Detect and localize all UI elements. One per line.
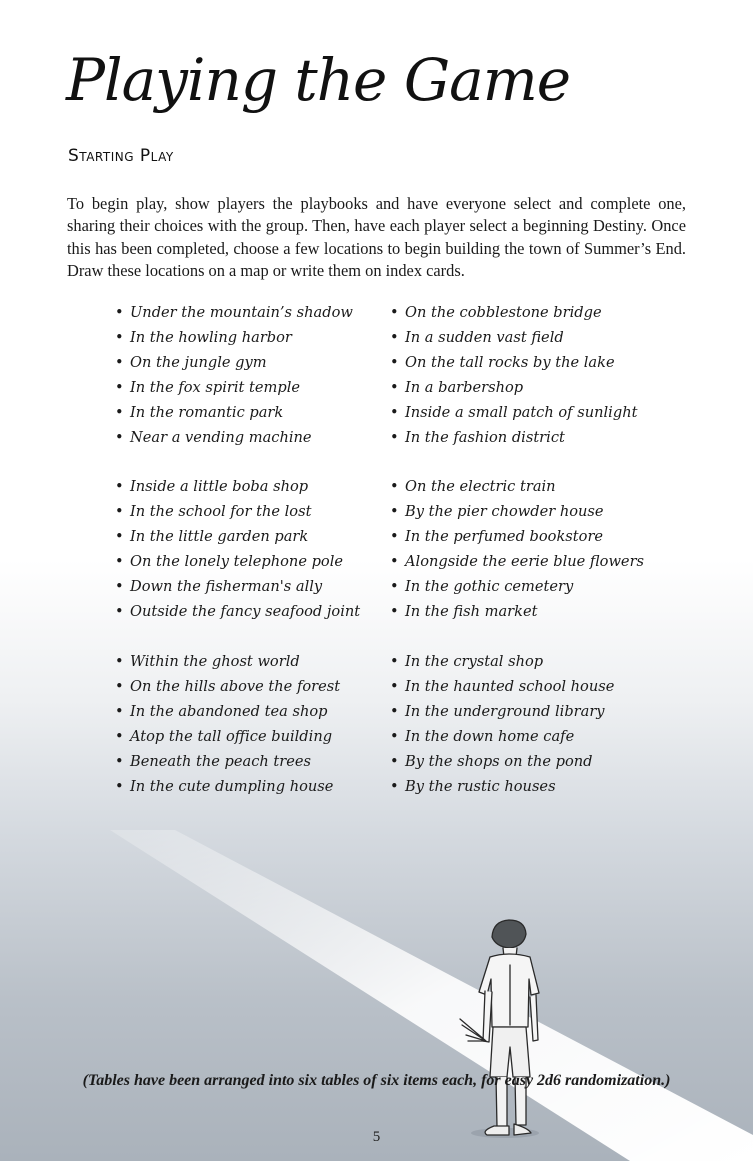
list-item: • Down the fisherman's ally <box>115 575 360 600</box>
hair <box>492 920 526 948</box>
location-table-1 <box>115 301 353 450</box>
location-table-2 <box>390 301 637 450</box>
list-item: • In the fish market <box>390 600 644 625</box>
list-item: • Under the mountain’s shadow <box>115 301 353 326</box>
list-item: • On the jungle gym <box>115 351 353 376</box>
list-item: • In the perfumed bookstore <box>390 525 644 550</box>
list-item: • In a barbershop <box>390 376 637 401</box>
location-table-5 <box>115 650 340 799</box>
list-item: • Beneath the peach trees <box>115 750 340 775</box>
list-item: • In the abandoned tea shop <box>115 700 340 725</box>
list-item: • Alongside the eerie blue flowers <box>390 550 644 575</box>
list-item: • In the cute dumpling house <box>115 775 340 800</box>
list-item: • In the school for the lost <box>115 500 360 525</box>
list-item: • In the down home cafe <box>390 725 614 750</box>
list-item: • In the little garden park <box>115 525 360 550</box>
location-table-4 <box>390 475 644 624</box>
list-item: • In the underground library <box>390 700 614 725</box>
list-item: • In the gothic cemetery <box>390 575 644 600</box>
location-table-6 <box>390 650 614 799</box>
list-item: • Within the ghost world <box>115 650 340 675</box>
page-title: Playing the Game <box>66 46 571 114</box>
list-item: • By the rustic houses <box>390 775 614 800</box>
list-item: • Near a vending machine <box>115 426 353 451</box>
list-item: • Outside the fancy seafood joint <box>115 600 360 625</box>
list-item: • In the crystal shop <box>390 650 614 675</box>
list-item: • On the hills above the forest <box>115 675 340 700</box>
section-heading: Starting Play <box>68 146 174 166</box>
list-item: • In the romantic park <box>115 401 353 426</box>
list-item: • In a sudden vast field <box>390 326 637 351</box>
list-item: • On the lonely telephone pole <box>115 550 360 575</box>
caption: (Tables have been arranged into six tables of six items each, for easy 2d6 randomization.) <box>82 1072 671 1089</box>
page-number: 5 <box>372 1129 381 1145</box>
intro-paragraph: To begin play, show players the playbooks and have everyone select and complete one, sharing their choices with the group. Then, have each player select a beginning Destiny. Once this has been completed, choose a few locations to begin building the town of Summer’s End. Draw these locations on a map or write them on index cards. <box>67 194 686 281</box>
list-item: • On the electric train <box>390 475 644 500</box>
list-item: • Inside a little boba shop <box>115 475 360 500</box>
light-beam <box>110 830 753 1161</box>
list-item: • In the fashion district <box>390 426 637 451</box>
location-table-3 <box>115 475 360 624</box>
list-item: • On the tall rocks by the lake <box>390 351 637 376</box>
list-item: • By the pier chowder house <box>390 500 644 525</box>
list-item: • By the shops on the pond <box>390 750 614 775</box>
list-item: • On the cobblestone bridge <box>390 301 637 326</box>
list-item: • In the haunted school house <box>390 675 614 700</box>
list-item: • Atop the tall office building <box>115 725 340 750</box>
background-illustration <box>0 830 753 1161</box>
list-item: • Inside a small patch of sunlight <box>390 401 637 426</box>
list-item: • In the fox spirit temple <box>115 376 353 401</box>
list-item: • In the howling harbor <box>115 326 353 351</box>
